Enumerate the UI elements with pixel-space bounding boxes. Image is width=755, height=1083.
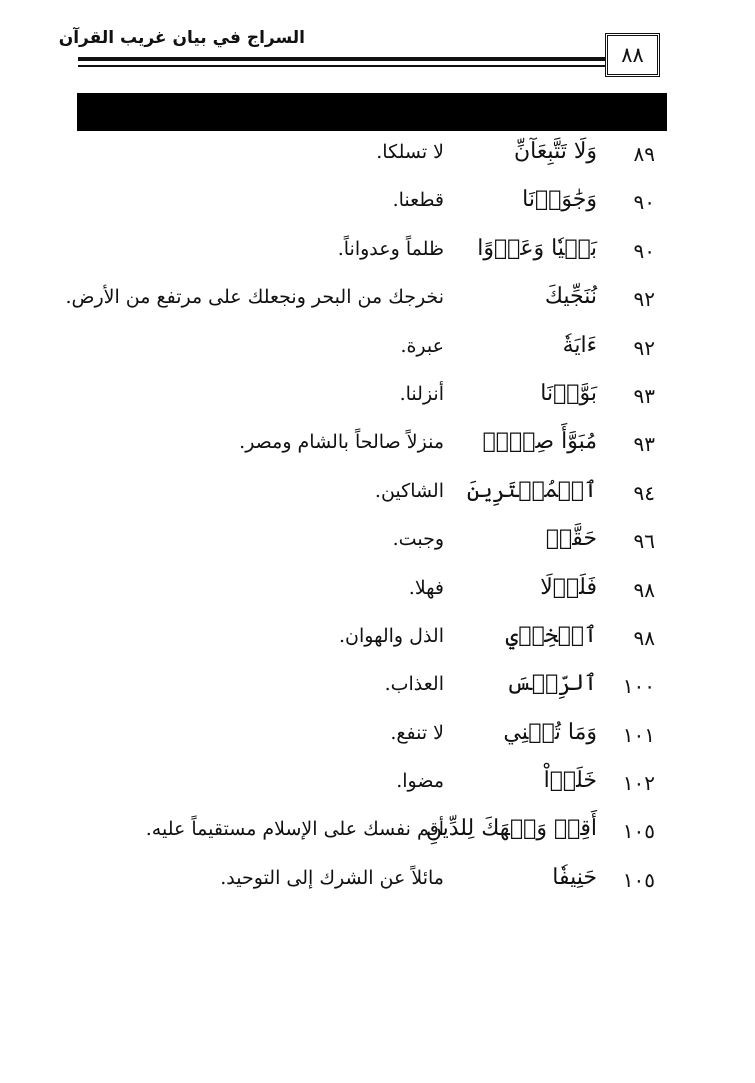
word-meaning: وجبت. [392, 528, 444, 551]
quran-word: بَوَّأۡنَا [540, 380, 597, 406]
quran-word: ٱلرِّجۡسَ [506, 671, 597, 697]
verse-number: ١٠٢ [622, 771, 655, 796]
quran-word: وَمَا تُغۡنِي [503, 719, 597, 745]
word-meaning: الذل والهوان. [339, 624, 444, 647]
verse-number: ٩٨ [633, 625, 655, 650]
glossary-row [0, 136, 755, 184]
word-meaning: ظلماً وعدواناً. [337, 237, 444, 260]
glossary-row [0, 668, 755, 716]
quran-word: ٱلۡمُمۡتَرِينَ [466, 477, 597, 503]
glossary-row [0, 620, 755, 668]
verse-number: ٩٨ [633, 577, 655, 602]
glossary-row [0, 426, 755, 474]
quran-word: حَقَّتۡ [545, 526, 597, 552]
quran-word: ٱلۡخِزۡيِ [505, 622, 597, 648]
page-number-box [605, 33, 660, 77]
verse-number: ١٠٥ [622, 819, 655, 844]
section-heading-band [77, 93, 667, 131]
glossary-list [0, 136, 755, 910]
quran-word: وَلَا تَتَّبِعَآنِّ [513, 139, 597, 164]
word-meaning: أقم نفسك على الإسلام مستقيماً عليه. [145, 818, 444, 841]
word-meaning: نخرجك من البحر ونجعلك على مرتفع من الأرض. [65, 286, 444, 309]
glossary-row [0, 765, 755, 813]
verse-number: ٨٩ [633, 142, 655, 166]
quran-word: وَجَٰوَزۡنَا [522, 187, 597, 213]
verse-number: ٩٦ [633, 529, 655, 554]
quran-word: بَغۡيٗا وَعَدۡوًا [477, 235, 597, 261]
verse-number: ٩٣ [633, 432, 655, 457]
verse-number: ٩٠ [633, 238, 655, 263]
word-meaning: لا تنفع. [390, 721, 444, 744]
glossary-row [0, 523, 755, 571]
word-meaning: مائلاً عن الشرك إلى التوحيد. [220, 866, 444, 889]
verse-number: ٩٣ [633, 383, 655, 408]
page-number: ٨٨ [621, 43, 644, 67]
quran-word: خَلَوۡاْ [543, 768, 597, 794]
verse-number: ٩٤ [633, 480, 655, 505]
word-meaning: الشاكين. [374, 479, 444, 502]
quran-word: مُبَوَّأَ صِدۡقٖ [482, 429, 597, 455]
quran-word: حَنِيفٗا [552, 864, 597, 890]
verse-number: ١٠٠ [622, 674, 655, 699]
glossary-row [0, 330, 755, 378]
word-meaning: لا تسلكا. [376, 141, 444, 163]
glossary-row [0, 862, 755, 910]
glossary-row [0, 378, 755, 426]
book-title: السراج في بيان غريب القرآن [58, 28, 305, 48]
glossary-row [0, 813, 755, 861]
glossary-row [0, 572, 755, 620]
verse-number: ٩٢ [633, 287, 655, 312]
verse-number: ١٠٥ [622, 867, 655, 892]
glossary-row [0, 475, 755, 523]
word-meaning: مضوا. [396, 770, 444, 793]
quran-word: فَلَوۡلَا [540, 574, 597, 600]
verse-number: ٩٠ [633, 190, 655, 215]
glossary-row [0, 281, 755, 329]
verse-number: ٩٢ [633, 335, 655, 360]
glossary-row [0, 717, 755, 765]
quran-word: ءَايَةٗ [562, 332, 597, 358]
glossary-row [0, 184, 755, 232]
header-rule-thin [78, 65, 609, 67]
glossary-row [0, 233, 755, 281]
word-meaning: العذاب. [384, 673, 444, 696]
word-meaning: أنزلنا. [399, 382, 444, 405]
word-meaning: فهلا. [408, 576, 444, 599]
quran-word: نُنَجِّيكَ [544, 284, 597, 310]
word-meaning: عبرة. [400, 334, 444, 357]
quran-word: أَقِمۡ وَجۡهَكَ لِلدِّينِ [425, 816, 597, 842]
header-rule-thick [78, 57, 609, 61]
verse-number: ١٠١ [622, 722, 655, 747]
word-meaning: منزلاً صالحاً بالشام ومصر. [239, 431, 444, 454]
word-meaning: قطعنا. [392, 189, 444, 212]
